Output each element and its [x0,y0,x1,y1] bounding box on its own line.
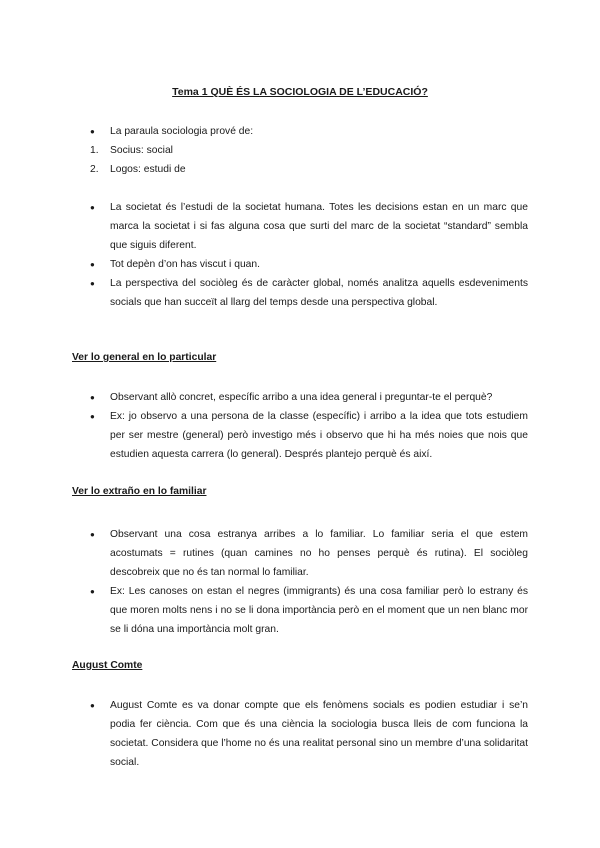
numbered-item: 1. Socius: social [90,145,173,156]
section-heading: Ver lo general en lo particular [72,352,217,363]
list-item: ● Ex: jo observo a una persona de la classe (específic) i arribo a la idea que tots estudiem per ser mestre (general) però investigo més i observo que hi ha més noies que nois que estudien aquesta carrera (lo general). Després plantejo perquè és així. [72,407,528,464]
bullet-icon: ● [90,260,95,269]
list-item: ● La paraula sociologia prové de: [72,122,528,141]
list-item: ● August Comte es va donar compte que els fenòmens socials es podien estudiar i se’n podia fer ciència. Com que és una ciència la sociologia busca lleis de com funciona la societat. Considera que l’home no és una realitat personal sino un membre d’una solidaritat social. [72,696,528,772]
list-item: ● Ex: Les canoses on estan el negres (immigrants) és una cosa familiar però lo estrany és que moren molts nens i no se li dona importància però en el moment que un nen blanc mor se li dóna una importància molt gran. [72,582,528,639]
bullet-icon: ● [90,530,95,539]
section-heading: Ver lo extraño en lo familiar [72,486,207,497]
list-item: ● La societat és l’estudi de la societat humana. Totes les decisions estan en un marc que marca la societat i si fas alguna cosa que surti del marc de la societat “standard” sembla que siguis diferent. [72,198,528,255]
section-heading: August Comte [72,660,143,671]
bullet-icon: ● [90,412,95,421]
section-societat [72,198,528,312]
intro-block [72,122,528,179]
section-estrany-familiar [72,525,528,639]
bullet-icon: ● [90,701,95,710]
bullet-icon: ● [90,393,95,402]
list-item: ● Tot depèn d’on has viscut i quan. [72,255,528,274]
list-item: ● La perspectiva del sociòleg és de caràcter global, només analitza aquells esdeveniments socials que han succeït al llarg del temps desde una perspectiva global. [72,274,528,312]
bullet-icon: ● [90,279,95,288]
section-august-comte [72,696,528,772]
list-item: ● Observant una cosa estranya arribes a lo familiar. Lo familiar seria el que estem acostumats = rutines (quan camines no ho penses perquè és rutina). El sociòleg descobreix que no és tan normal lo familiar. [72,525,528,582]
numbered-item: 2. Logos: estudi de [90,164,186,175]
bullet-icon: ● [90,203,95,212]
bullet-icon: ● [90,587,95,596]
page-title: Tema 1 QUÈ ÉS LA SOCIOLOGIA DE L’EDUCACIÓ? [172,86,428,98]
list-item: ● Observant allò concret, específic arribo a una idea general i preguntar-te el perquè? [72,388,528,407]
bullet-icon: ● [90,127,95,136]
section-general-particular [72,388,528,464]
